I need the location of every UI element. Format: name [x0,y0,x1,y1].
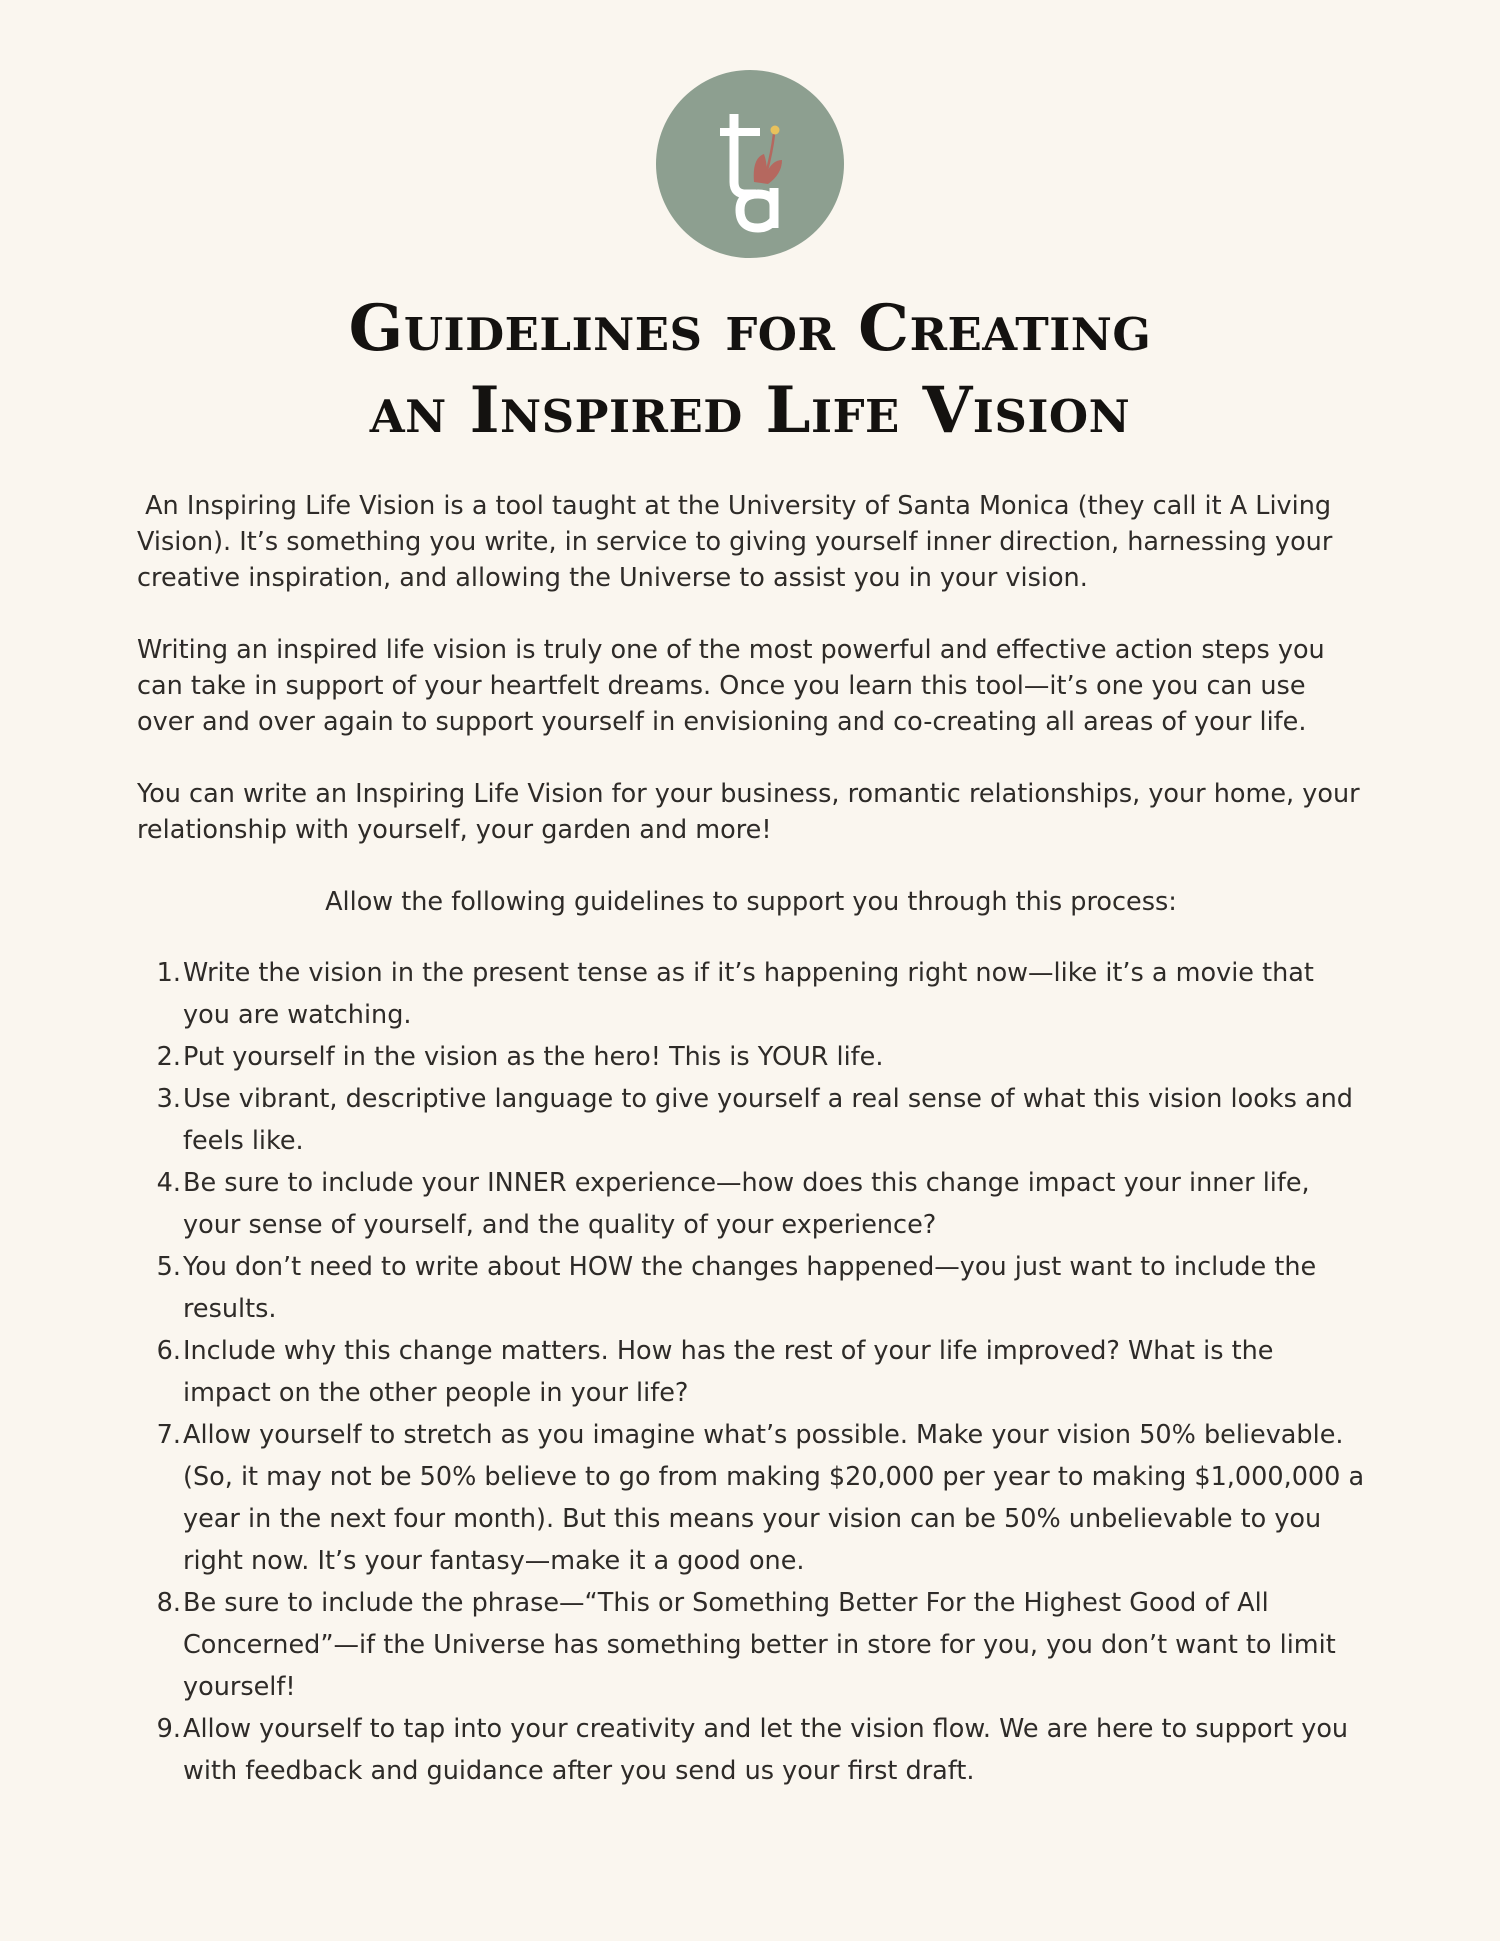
title-line-2: an Inspired Life Vision [369,373,1131,448]
guideline-item [137,1708,1365,1792]
guideline-item [137,1330,1365,1414]
guideline-number: 1. [156,958,181,988]
guidelines-list [137,952,1365,1792]
guideline-item [137,1582,1365,1708]
guideline-item [137,1162,1365,1246]
guideline-text: Allow yourself to stretch as you imagine what’s possible. Make your vision 50% believable. (So, it may not be 50% believe to go from making $20,000 per year to making $1,000,000 a year in the next four month). But this means your vision can be 50% unbelievable to you right now. It’s your fantasy—make it a good one. [183,1420,1365,1576]
page-title [0,288,1500,452]
intro-paragraph: An Inspiring Life Vision is a tool taught at the University of Santa Monica (they call it A Living Vision). It’s something you write, in service to giving yourself inner direction, harnessing your creative inspiration, and allowing the Universe to assist you in your vision. [137,491,1341,593]
logo-flower-bud [771,126,780,135]
guideline-text: Be sure to include the phrase—“This or Something Better For the Highest Good of All Concerned”—if the Universe has something better in store for you, you don’t want to limit yourself! [183,1588,1336,1702]
guideline-number: 4. [156,1168,181,1198]
guideline-item [137,1414,1365,1582]
document-body [137,488,1365,1792]
guideline-text: Write the vision in the present tense as if it’s happening right now—like it’s a movie that you are watching. [183,958,1314,1030]
guideline-text: Allow yourself to tap into your creativity and let the vision flow. We are here to support you with feedback and guidance after you send us your first draft. [183,1714,1349,1786]
guideline-number: 8. [156,1588,181,1618]
guideline-item [137,1078,1365,1162]
guideline-item [137,1246,1365,1330]
body-paragraph: You can write an Inspiring Life Vision for your business, romantic relationships, your home, your relationship with yourself, your garden and more! [137,779,1360,845]
guideline-number: 9. [156,1714,181,1744]
guideline-number: 5. [156,1252,181,1282]
guideline-text: Use vibrant, descriptive language to give yourself a real sense of what this vision looks and feels like. [183,1084,1353,1156]
guideline-text: Be sure to include your INNER experience—how does this change impact your inner life, your sense of yourself, and the quality of your experience? [183,1168,1310,1240]
guidelines-intro: Allow the following guidelines to support you through this process: [325,887,1177,917]
brand-logo [656,70,844,258]
guideline-number: 7. [156,1420,181,1450]
guideline-text: You don’t need to write about HOW the changes happened—you just want to include the results. [183,1252,1317,1324]
guideline-item [137,952,1365,1036]
guideline-text: Put yourself in the vision as the hero! This is YOUR life. [183,1042,884,1072]
guideline-number: 2. [156,1042,181,1072]
guideline-number: 3. [156,1084,181,1114]
guideline-number: 6. [156,1336,181,1366]
guideline-item [137,1036,1365,1078]
guideline-text: Include why this change matters. How has the rest of your life improved? What is the impact on the other people in your life? [183,1336,1274,1408]
title-line-1: Guidelines for Creating [348,291,1152,366]
logo-mark-icon [656,70,844,258]
body-paragraph: Writing an inspired life vision is truly one of the most powerful and effective action steps you can take in support of your heartfelt dreams. Once you learn this tool—it’s one you can use over and over again to support yourself in envisioning and co-creating all areas of your life. [137,635,1325,737]
